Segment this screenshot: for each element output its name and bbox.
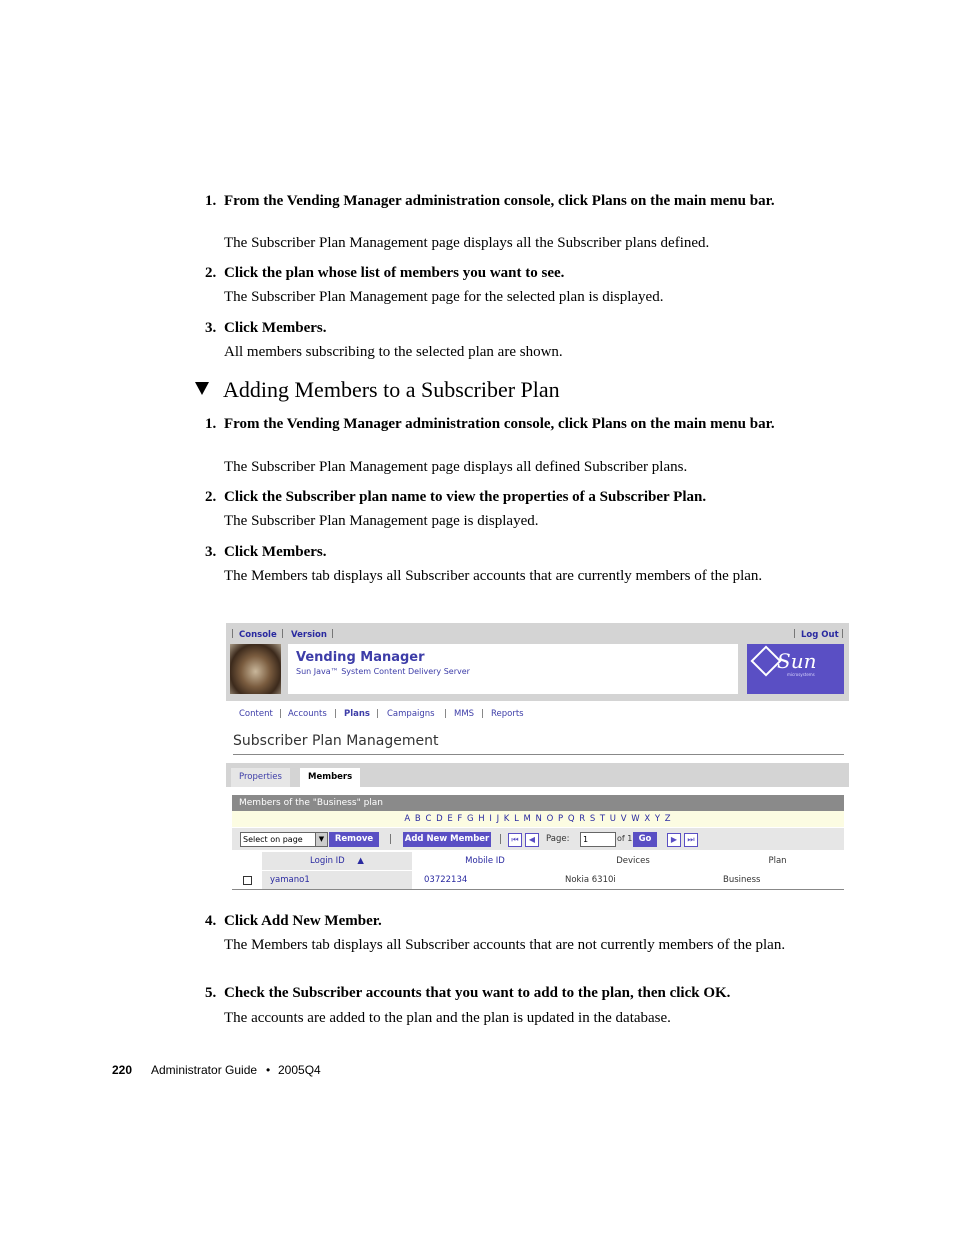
step-text: Check the Subscriber accounts that you want to add to the plan, then click OK. [224, 985, 731, 1001]
banner-photo [230, 644, 281, 694]
app-title: Vending Manager [296, 650, 425, 665]
last-page-icon[interactable]: ⏭ [684, 833, 698, 847]
separator [335, 709, 336, 718]
alphabet-filter[interactable]: A B C D E F G H I J K L M N O P Q R S T U V W X Y Z [232, 811, 844, 827]
separator [332, 629, 333, 638]
separator [377, 709, 378, 718]
step-number: 5. [205, 985, 217, 1001]
nav-reports[interactable]: Reports [491, 709, 524, 719]
separator [482, 709, 483, 718]
page-number: 220 [112, 1063, 133, 1077]
sun-logo-small: microsystems [787, 672, 815, 677]
step-description: All members subscribing to the selected plan are shown. [224, 344, 563, 360]
next-page-icon[interactable]: ▶ [667, 833, 681, 847]
separator [280, 709, 281, 718]
footer-bullet: • [266, 1063, 271, 1077]
members-header [232, 795, 844, 811]
column-devices: Devices [616, 856, 650, 866]
toolbar [232, 828, 844, 850]
separator [445, 709, 446, 718]
console-link[interactable]: Console [239, 630, 277, 640]
separator [390, 834, 391, 844]
divider [232, 889, 844, 890]
version-link[interactable]: Version [291, 630, 327, 640]
remove-button[interactable]: Remove [329, 832, 379, 847]
heading-text: Adding Members to a Subscriber Plan [223, 377, 560, 402]
cell-login-id[interactable]: yamano1 [262, 871, 412, 889]
row-checkbox[interactable] [243, 876, 252, 885]
select-on-page-dropdown[interactable] [240, 832, 328, 847]
cell-plan: Business [723, 875, 761, 885]
separator [500, 834, 501, 844]
nav-campaigns[interactable]: Campaigns [387, 709, 435, 719]
logout-link[interactable]: Log Out [801, 630, 839, 640]
step-description: The Subscriber Plan Management page displays all the Subscriber plans defined. [224, 235, 710, 251]
nav-plans[interactable]: Plans [344, 709, 370, 719]
members-header-text: Members of the "Business" plan [239, 798, 383, 808]
step-description: The Subscriber Plan Management page is displayed. [224, 513, 539, 529]
separator [282, 629, 283, 638]
tab-properties[interactable]: Properties [231, 768, 290, 787]
step-number: 1. [205, 193, 217, 209]
step-text: Click Add New Member. [224, 913, 382, 929]
app-title-box [288, 644, 738, 694]
column-login-id[interactable] [262, 852, 412, 870]
sun-logo-box [747, 644, 844, 694]
nav-mms[interactable]: MMS [454, 709, 475, 719]
column-plan: Plan [768, 856, 787, 866]
cell-device: Nokia 6310i [565, 875, 616, 885]
section-heading [195, 376, 560, 404]
app-subtitle: Sun Java™ System Content Delivery Server [296, 667, 470, 676]
step-number: 3. [205, 320, 217, 336]
go-button[interactable]: Go [633, 832, 657, 847]
sort-ascending-icon: ▲ [357, 856, 364, 866]
page-label: Page: [546, 834, 570, 844]
divider [233, 754, 844, 755]
step-number: 2. [205, 265, 217, 281]
separator [232, 629, 233, 638]
footer-title: Administrator Guide [151, 1063, 258, 1077]
sun-logo-text: Sun [777, 649, 817, 673]
step-text: Click Members. [224, 544, 327, 560]
vending-manager-screenshot [226, 623, 849, 893]
nav-accounts[interactable]: Accounts [288, 709, 327, 719]
step-text: From the Vending Manager administration console, click Plans on the main menu bar. [224, 193, 775, 209]
tab-bar [226, 763, 849, 787]
step-number: 2. [205, 489, 217, 505]
header-bar [226, 623, 849, 701]
triangle-icon [195, 382, 209, 395]
chevron-down-icon: ▼ [315, 833, 327, 846]
step-text: Click the Subscriber plan name to view the properties of a Subscriber Plan. [224, 489, 707, 505]
first-page-icon[interactable]: ⏮ [508, 833, 522, 847]
step-description: The Subscriber Plan Management page for the selected plan is displayed. [224, 289, 664, 305]
step-description: The accounts are added to the plan and the plan is updated in the database. [224, 1010, 671, 1026]
nav-content[interactable]: Content [239, 709, 273, 719]
add-new-member-button[interactable]: Add New Member [403, 832, 491, 847]
cell-mobile-id: 03722134 [424, 875, 468, 885]
step-number: 1. [205, 416, 217, 432]
page-count: of 1 [617, 834, 633, 843]
column-label: Login ID [310, 856, 345, 866]
footer-version: 2005Q4 [278, 1063, 321, 1077]
step-text: Click the plan whose list of members you want to see. [224, 265, 565, 281]
previous-page-icon[interactable]: ◀ [525, 833, 539, 847]
step-text: From the Vending Manager administration console, click Plans on the main menu bar. [224, 416, 775, 432]
separator [842, 629, 843, 638]
page-title: Subscriber Plan Management [233, 733, 439, 749]
step-description: The Members tab displays all Subscriber accounts that are not currently members of the plan. [224, 937, 786, 953]
step-number: 3. [205, 544, 217, 560]
column-mobile-id[interactable]: Mobile ID [465, 856, 505, 866]
select-label: Select on page [243, 835, 303, 844]
tab-members[interactable]: Members [300, 768, 360, 787]
page-input[interactable]: 1 [580, 832, 616, 847]
step-description: The Members tab displays all Subscriber accounts that are currently members of the plan. [224, 568, 763, 584]
step-text: Click Members. [224, 320, 327, 336]
step-description: The Subscriber Plan Management page displays all defined Subscriber plans. [224, 459, 688, 475]
separator [794, 629, 795, 638]
step-number: 4. [205, 913, 217, 929]
